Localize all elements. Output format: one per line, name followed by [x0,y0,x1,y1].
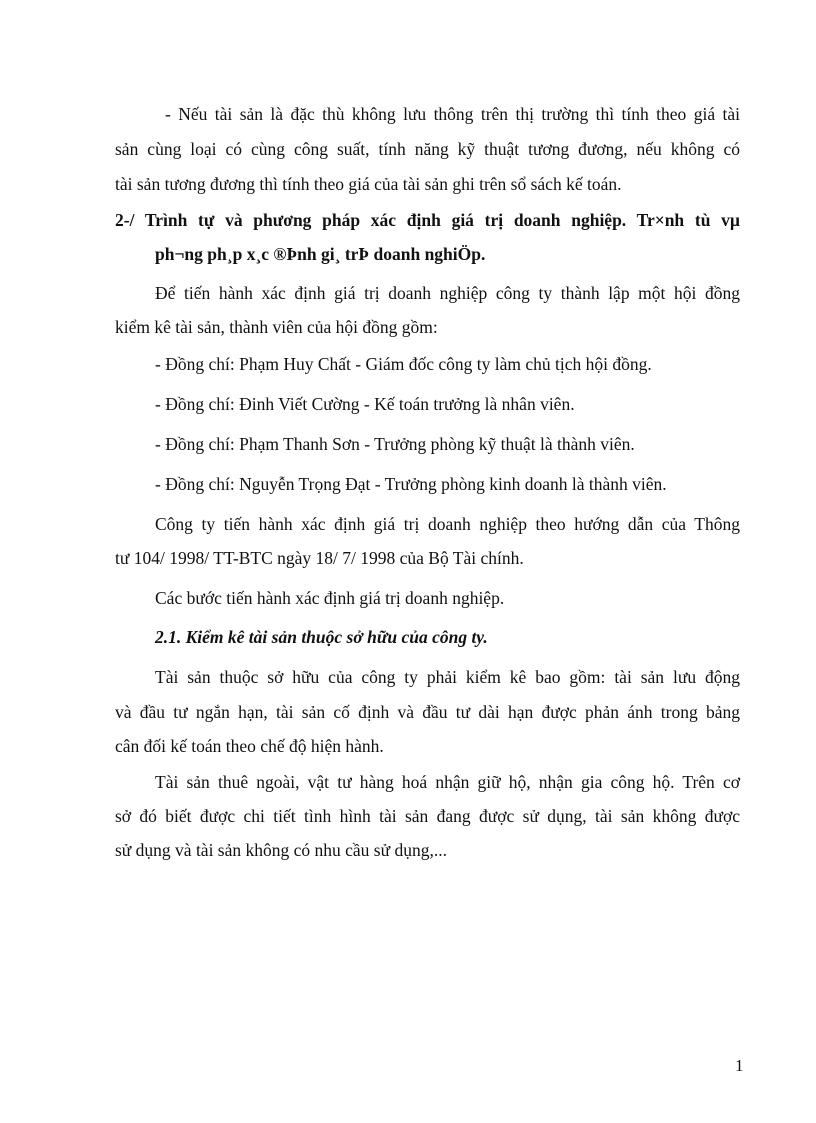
member-item-2: - Đồng chí: Đinh Viết Cường - Kế toán trưởng là nhân viên. [155,394,575,414]
member-item-4: - Đồng chí: Nguyễn Trọng Đạt - Trưởng phòng kinh doanh là thành viên. [155,474,667,494]
paragraph-5-line-3: cân đối kế toán theo chế độ hiện hành. [115,736,384,756]
paragraph-6-line-2: sở đó biết được chi tiết tình hình tài sản đang được sử dụng, tài sản không được [115,806,740,826]
page-number: 1 [735,1056,744,1075]
paragraph-4: Các bước tiến hành xác định giá trị doanh nghiệp. [155,588,505,608]
paragraph-3-line-1: Công ty tiến hành xác định giá trị doanh nghiệp theo hướng dẫn của Thông [155,514,740,534]
paragraph-1-line-3: tài sản tương đương thì tính theo giá của tài sản ghi trên sổ sách kế toán. [115,174,622,194]
paragraph-3-line-2: tư 104/ 1998/ TT-BTC ngày 18/ 7/ 1998 của Bộ Tài chính. [115,548,524,568]
paragraph-5-line-1: Tài sản thuộc sở hữu của công ty phải kiểm kê bao gồm: tài sản lưu động [155,667,740,687]
paragraph-1-line-1: - Nếu tài sản là đặc thù không lưu thông trên thị trường thì tính theo giá tài [165,104,740,124]
paragraph-6-line-3: sử dụng và tài sản không có nhu cầu sử dụng,... [115,840,447,860]
subheading-2-1: 2.1. Kiểm kê tài sản thuộc sở hữu của công ty. [155,627,488,647]
member-item-1: - Đồng chí: Phạm Huy Chất - Giám đốc công ty làm chủ tịch hội đồng. [155,354,652,374]
section-heading-line-1: 2-/ Trình tự và phương pháp xác định giá trị doanh nghiệp. Tr×nh tù vµ [115,210,740,230]
paragraph-2-line-1: Để tiến hành xác định giá trị doanh nghiệp công ty thành lập một hội đồng [155,283,740,303]
section-heading-line-2: ph¬ng ph¸p x¸c ®Þnh gi¸ trÞ doanh nghiÖp. [155,244,486,264]
member-item-3: - Đồng chí: Phạm Thanh Sơn - Trưởng phòng kỹ thuật là thành viên. [155,434,635,454]
paragraph-6-line-1: Tài sản thuê ngoài, vật tư hàng hoá nhận giữ hộ, nhận gia công hộ. Trên cơ [155,772,740,792]
paragraph-5-line-2: và đầu tư ngắn hạn, tài sản cố định và đầu tư dài hạn được phản ánh trong bảng [115,702,740,722]
paragraph-2-line-2: kiểm kê tài sản, thành viên của hội đồng gồm: [115,317,438,337]
paragraph-1-line-2: sản cùng loại có cùng công suất, tính năng kỹ thuật tương đương, nếu không có [115,139,740,159]
